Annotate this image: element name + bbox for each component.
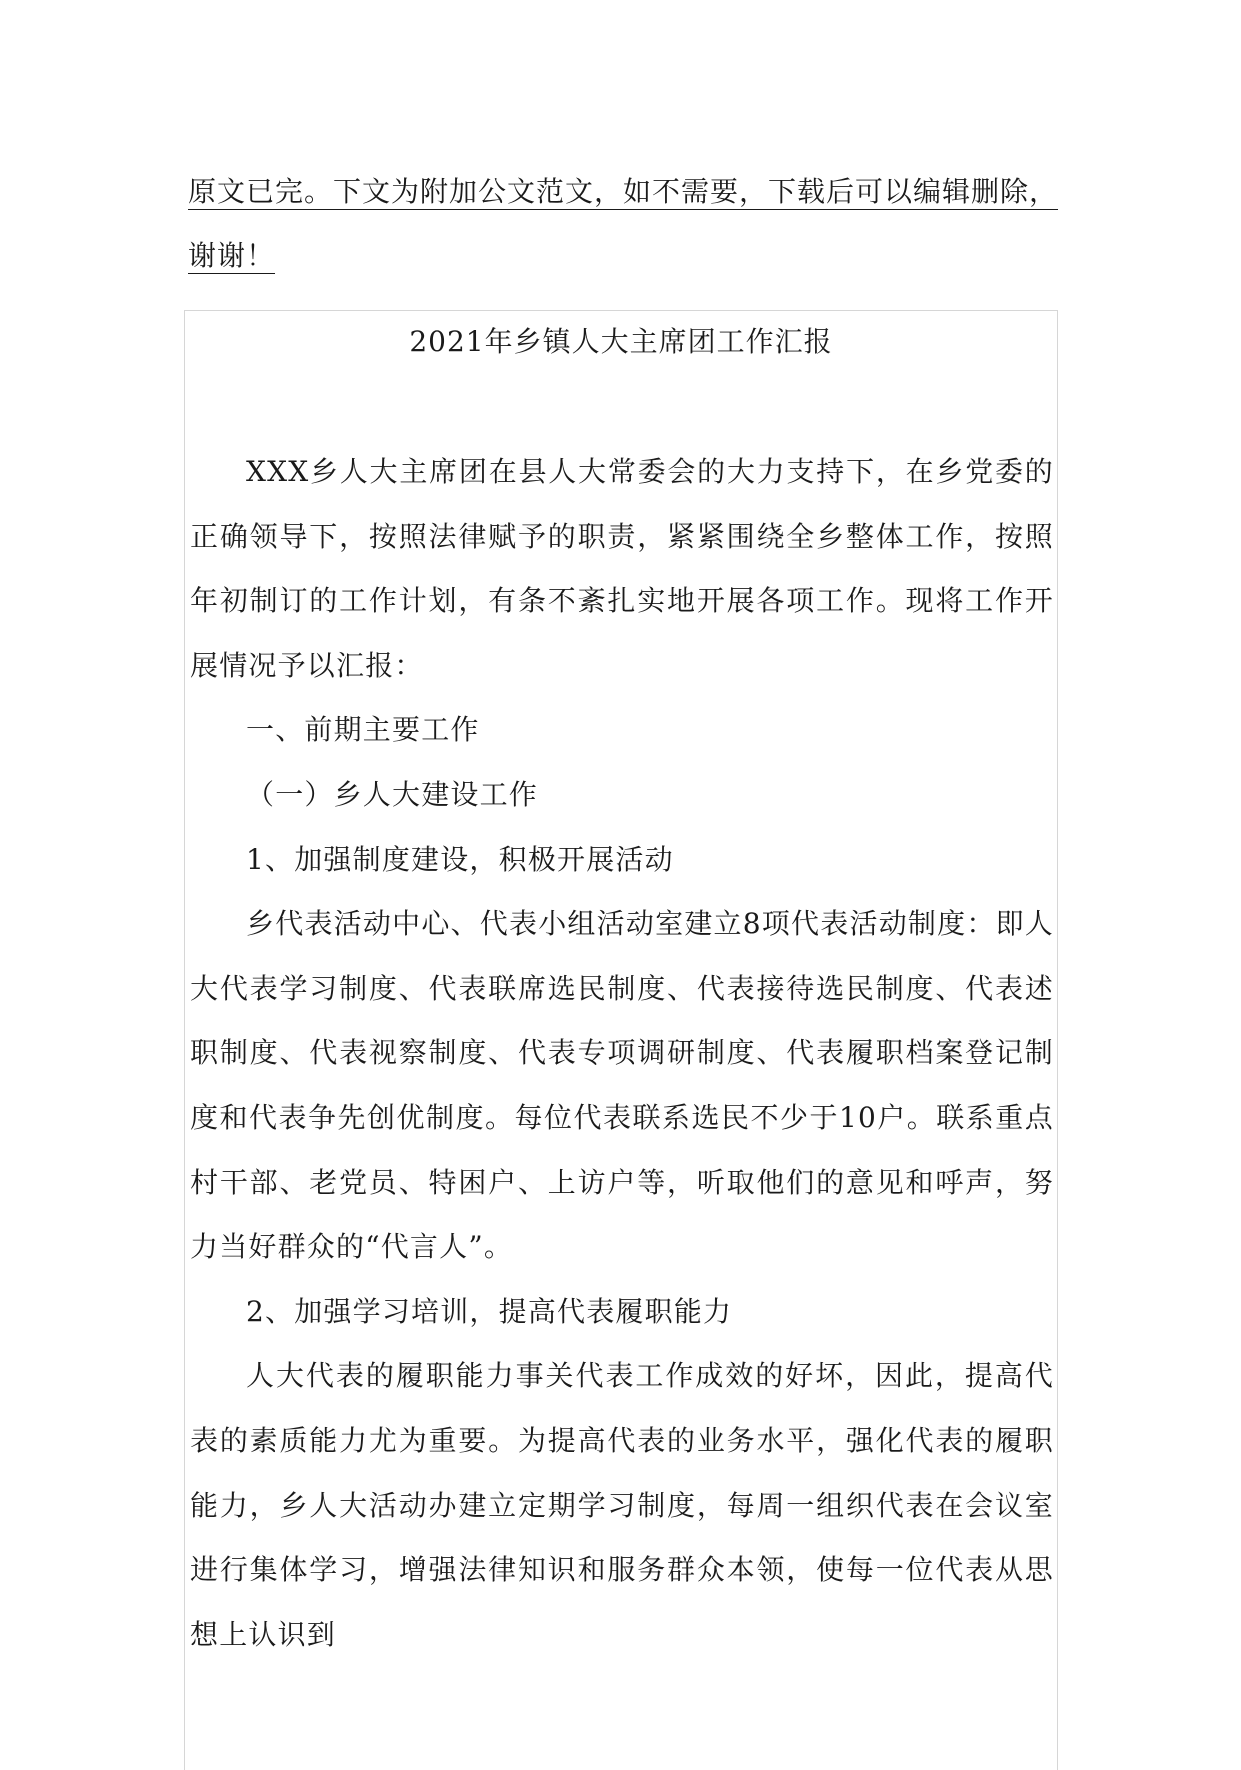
document-body xyxy=(190,440,1054,1667)
paragraph-item-1: 乡代表活动中心、代表小组活动室建立8项代表活动制度：即人大代表学习制度、代表联席选民制度、代表接待选民制度、代表述职制度、代表视察制度、代表专项调研制度、代表履职档案登记制度和代表争先创优制度。每位代表联系选民不少于10户。联系重点村干部、老党员、特困户、上访户等，听取他们的意见和呼声，努力当好群众的“代言人”。 xyxy=(190,907,1054,1264)
heading-section-1: 一、前期主要工作 xyxy=(246,713,480,747)
paragraph-item-2: 人大代表的履职能力事关代表工作成效的好坏，因此，提高代表的素质能力尤为重要。为提高代表的业务水平，强化代表的履职能力，乡人大活动办建立定期学习制度，每周一组织代表在会议室进行集体学习，增强法律知识和服务群众本领，使每一位代表从思想上认识到 xyxy=(190,1359,1054,1651)
appended-notice: 原文已完。下文为附加公文范文，如不需要，下载后可以编辑删除，谢谢！ xyxy=(188,175,1059,272)
heading-subsection-1: （一）乡人大建设工作 xyxy=(246,777,539,811)
paragraph-intro: XXX乡人大主席团在县人大常委会的大力支持下，在乡党委的正确领导下，按照法律赋予的职责，紧紧围绕全乡整体工作，按照年初制订的工作计划，有条不紊扎实地开展各项工作。现将工作开展情况予以汇报： xyxy=(190,455,1054,682)
heading-item-2: 2、加强学习培训，提高代表履职能力 xyxy=(246,1294,733,1328)
document-title: 2021年乡镇人大主席团工作汇报 xyxy=(409,325,833,358)
heading-item-1: 1、加强制度建设，积极开展活动 xyxy=(246,842,674,876)
